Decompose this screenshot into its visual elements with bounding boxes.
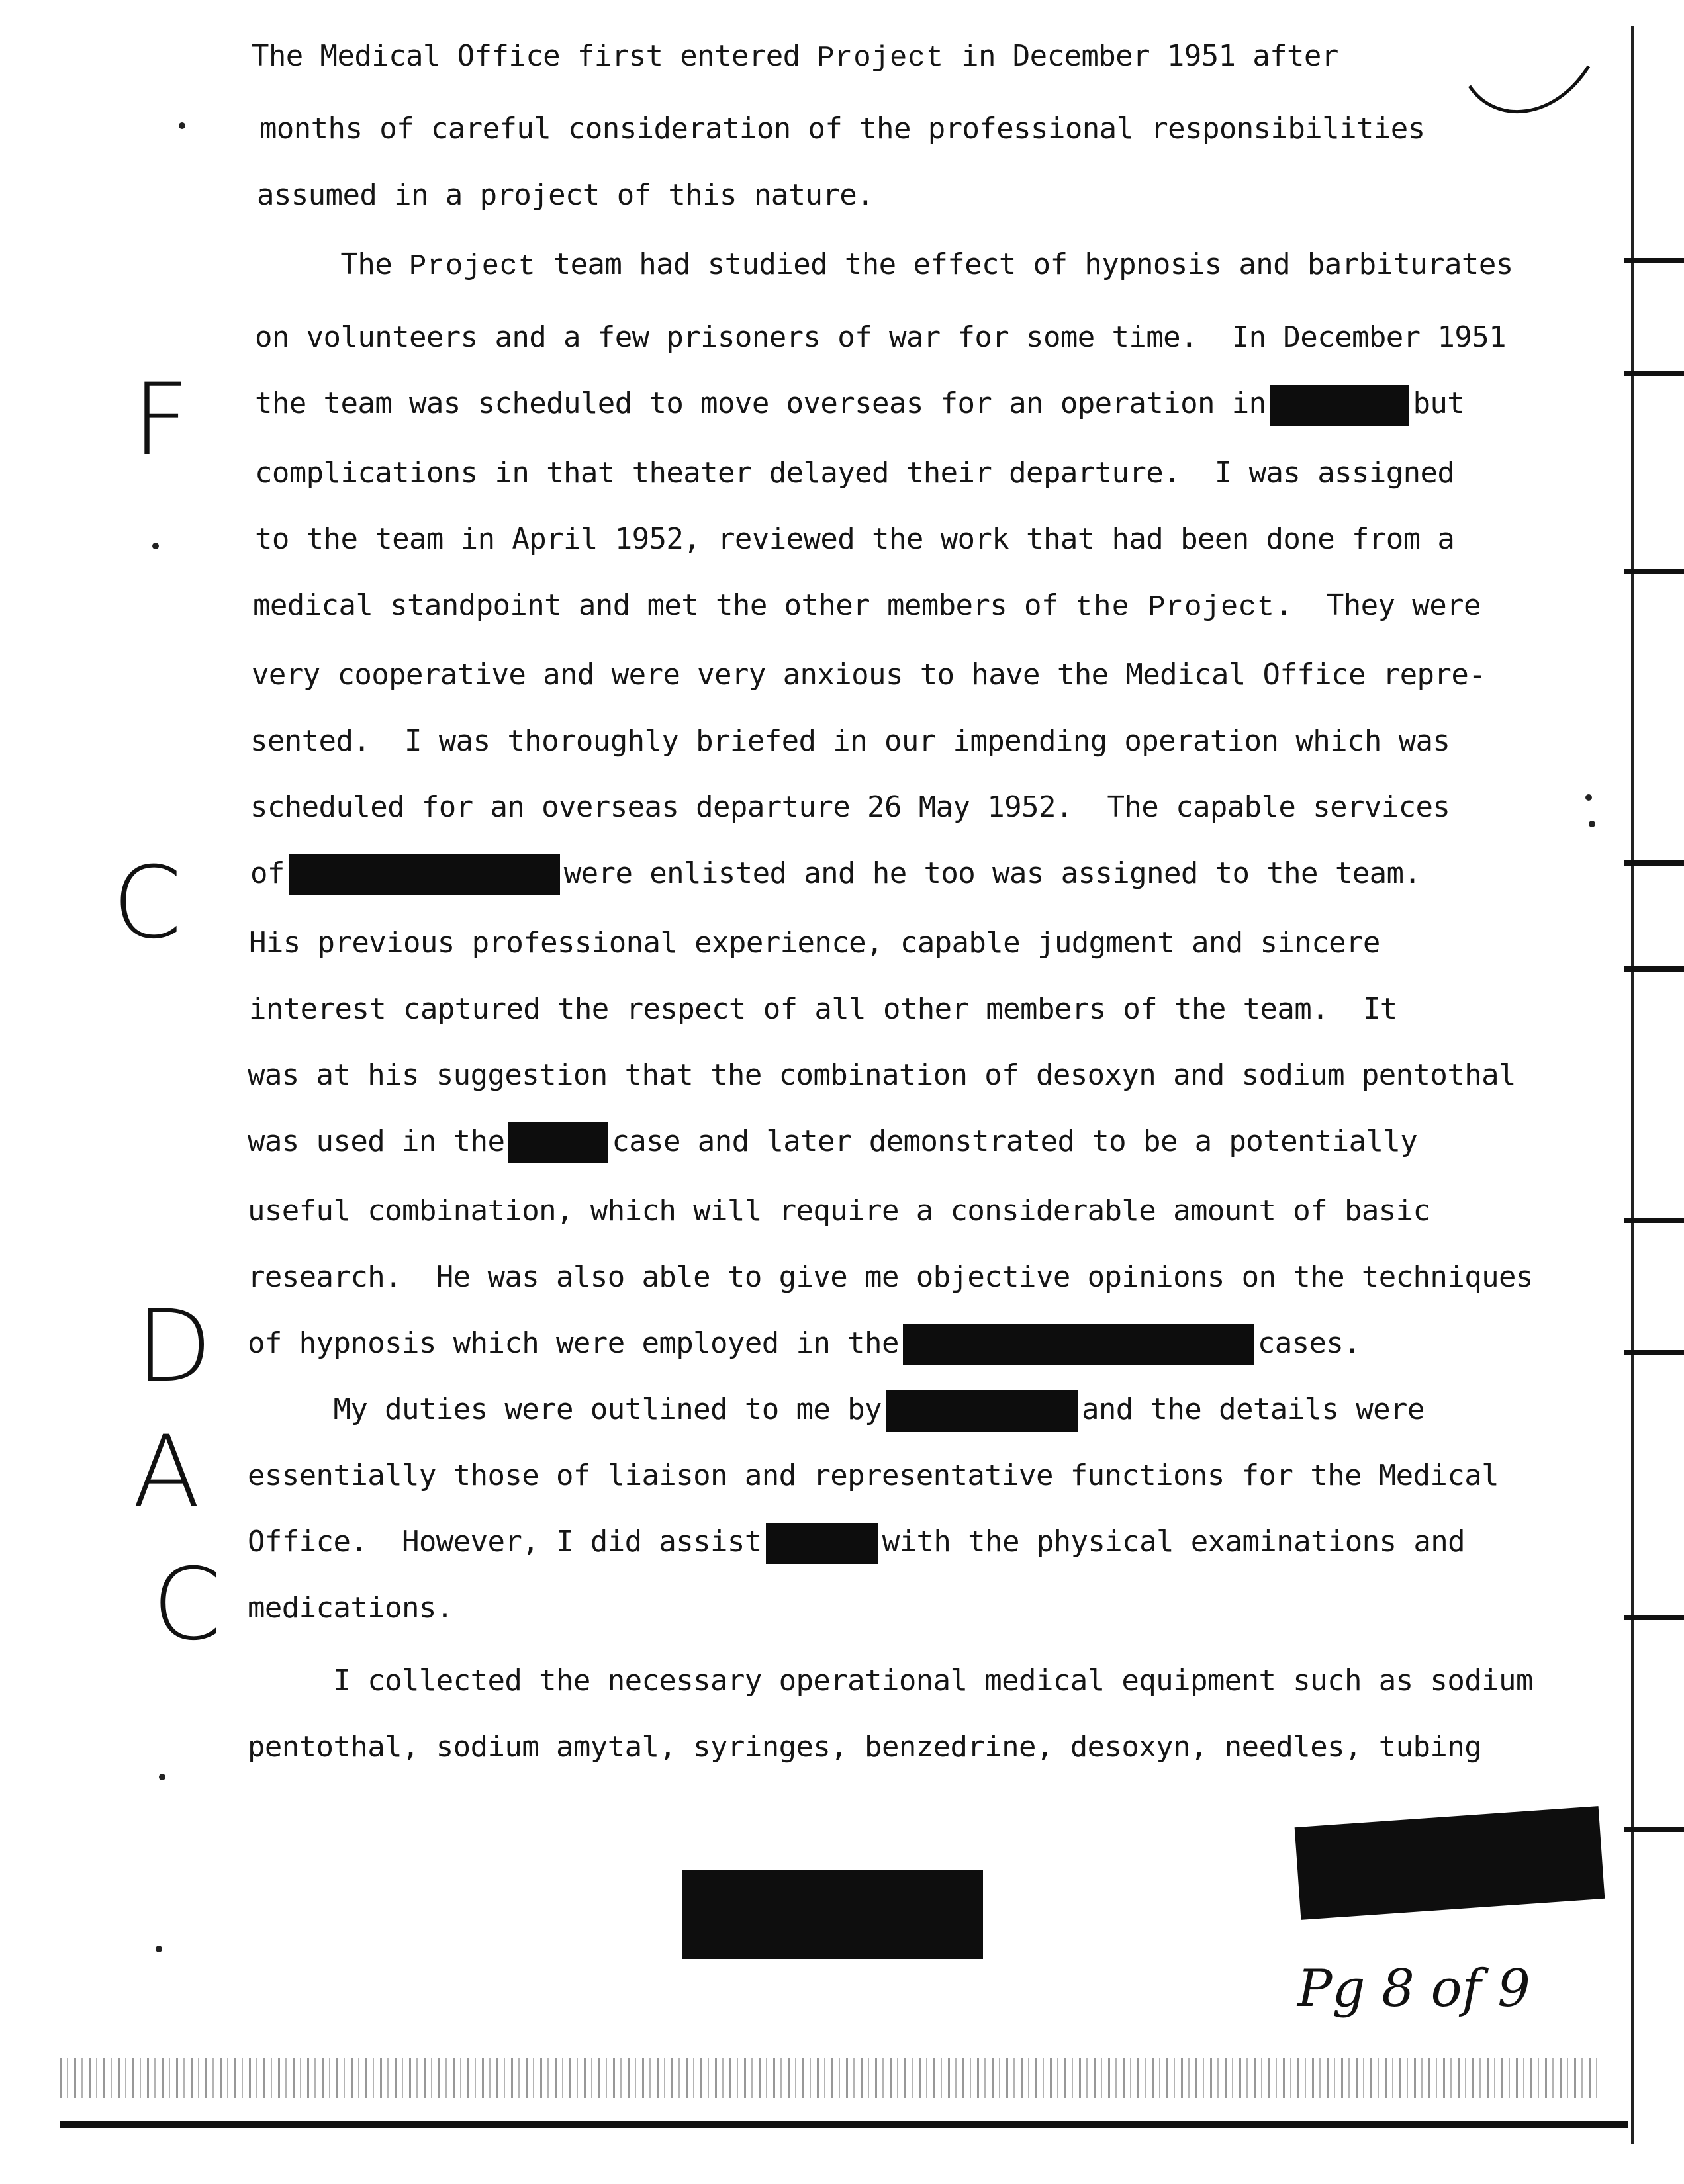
bottom-rule — [60, 2121, 1628, 2128]
text-segment: assumed in a project of this nature. — [257, 178, 874, 212]
text-line — [255, 245, 1513, 287]
text-segment: My duties were outlined to me by — [248, 1392, 882, 1426]
text-line — [248, 1324, 1360, 1365]
text-line — [249, 923, 1380, 963]
text-segment: with the physical examinations and — [882, 1525, 1465, 1559]
text-segment: but — [1413, 387, 1465, 420]
text-segment: medications. — [248, 1591, 453, 1625]
text-line — [253, 586, 1481, 627]
text-segment: of — [250, 856, 285, 890]
text-segment: cases. — [1257, 1326, 1361, 1360]
text-line — [248, 1588, 453, 1628]
text-line — [255, 318, 1506, 357]
page-number: Pg 8 of 9 — [1297, 1959, 1530, 2019]
text-line — [255, 384, 1464, 426]
redaction-bar — [886, 1390, 1078, 1432]
margin-letter-c2: C — [152, 1547, 222, 1662]
redaction-bar — [903, 1324, 1254, 1365]
text-segment: sented. I was thoroughly briefed in our impending operation which was — [250, 724, 1450, 758]
project-word: the Project — [1075, 591, 1276, 624]
text-segment: pentothal, sodium amytal, syringes, benzedrine, desoxyn, needles, tubing — [248, 1730, 1482, 1764]
redaction-bar — [766, 1523, 878, 1564]
text-segment: months of careful consideration of the professional responsibilities — [259, 112, 1425, 146]
text-line — [248, 1257, 1533, 1297]
text-segment: complications in that theater delayed their departure. I was assigned — [255, 456, 1455, 490]
text-segment: His previous professional experience, capable judgment and sincere — [249, 926, 1380, 960]
text-line — [248, 1056, 1516, 1095]
text-segment: Office. However, I did assist — [248, 1525, 762, 1559]
text-line — [252, 655, 1485, 695]
redaction-bar — [1270, 385, 1409, 426]
text-segment: interest captured the respect of all other members of the team. It — [249, 992, 1397, 1026]
text-line — [257, 175, 874, 215]
text-segment: in December 1951 after — [944, 39, 1338, 73]
text-line — [248, 1661, 1533, 1701]
text-segment: the team was scheduled to move overseas for an operation in — [255, 387, 1266, 420]
project-word: Project — [409, 250, 536, 283]
text-segment: very cooperative and were very anxious to have the Medical Office repre- — [252, 658, 1486, 692]
text-line — [259, 109, 1425, 149]
text-line — [248, 1456, 1499, 1496]
text-line — [248, 1727, 1481, 1767]
text-line — [248, 1191, 1430, 1231]
text-segment: on volunteers and a few prisoners of war for some time. In December 1951 — [255, 320, 1506, 354]
text-segment: were enlisted and he too was assigned to the team. — [563, 856, 1421, 890]
text-segment: essentially those of liaison and representative functions for the Medical — [248, 1459, 1499, 1492]
text-segment: The — [255, 248, 410, 281]
redaction-bar — [289, 854, 560, 895]
margin-letter-a: A — [132, 1415, 201, 1530]
text-segment: and the details were — [1081, 1392, 1425, 1426]
text-segment: to the team in April 1952, reviewed the work that had been done from a — [255, 522, 1455, 556]
text-segment: research. He was also able to give me objective opinions on the techniques — [248, 1260, 1533, 1294]
text-line — [250, 721, 1450, 761]
margin-letter-c1: C — [113, 846, 182, 961]
text-segment: The Medical Office first entered — [252, 39, 818, 73]
text-line — [255, 520, 1454, 559]
text-line — [248, 1522, 1465, 1564]
margin-letter-d: D — [136, 1289, 212, 1404]
text-segment: team had studied the effect of hypnosis and barbiturates — [536, 248, 1513, 281]
redaction-bar — [508, 1122, 608, 1163]
text-segment: was at his suggestion that the combination of desoxyn and sodium pentothal — [248, 1058, 1516, 1092]
text-line — [248, 1122, 1417, 1163]
text-line — [250, 788, 1450, 827]
scan-noise-band — [60, 2058, 1602, 2098]
redaction-block-bottom-right — [1295, 1806, 1605, 1920]
text-line — [250, 854, 1421, 895]
margin-letter-f: F — [132, 363, 190, 478]
text-segment: of hypnosis which were employed in the — [248, 1326, 899, 1360]
text-segment: . They were — [1275, 588, 1481, 622]
text-line — [255, 453, 1454, 493]
handwritten-swoosh — [1463, 53, 1595, 126]
text-segment: scheduled for an overseas departure 26 May 1952. The capable services — [250, 790, 1450, 824]
redaction-block-bottom-left — [682, 1870, 983, 1959]
project-word: Project — [817, 42, 945, 75]
text-line — [248, 1390, 1425, 1432]
text-segment: medical standpoint and met the other members of — [253, 588, 1076, 622]
scan-right-edge — [1624, 26, 1684, 2144]
text-line — [249, 989, 1397, 1029]
text-segment: was used in the — [248, 1124, 505, 1158]
text-segment: useful combination, which will require a considerable amount of basic — [248, 1194, 1430, 1228]
text-line — [252, 36, 1338, 78]
text-segment: I collected the necessary operational medical equipment such as sodium — [248, 1664, 1533, 1698]
text-segment: case and later demonstrated to be a potentially — [612, 1124, 1418, 1158]
